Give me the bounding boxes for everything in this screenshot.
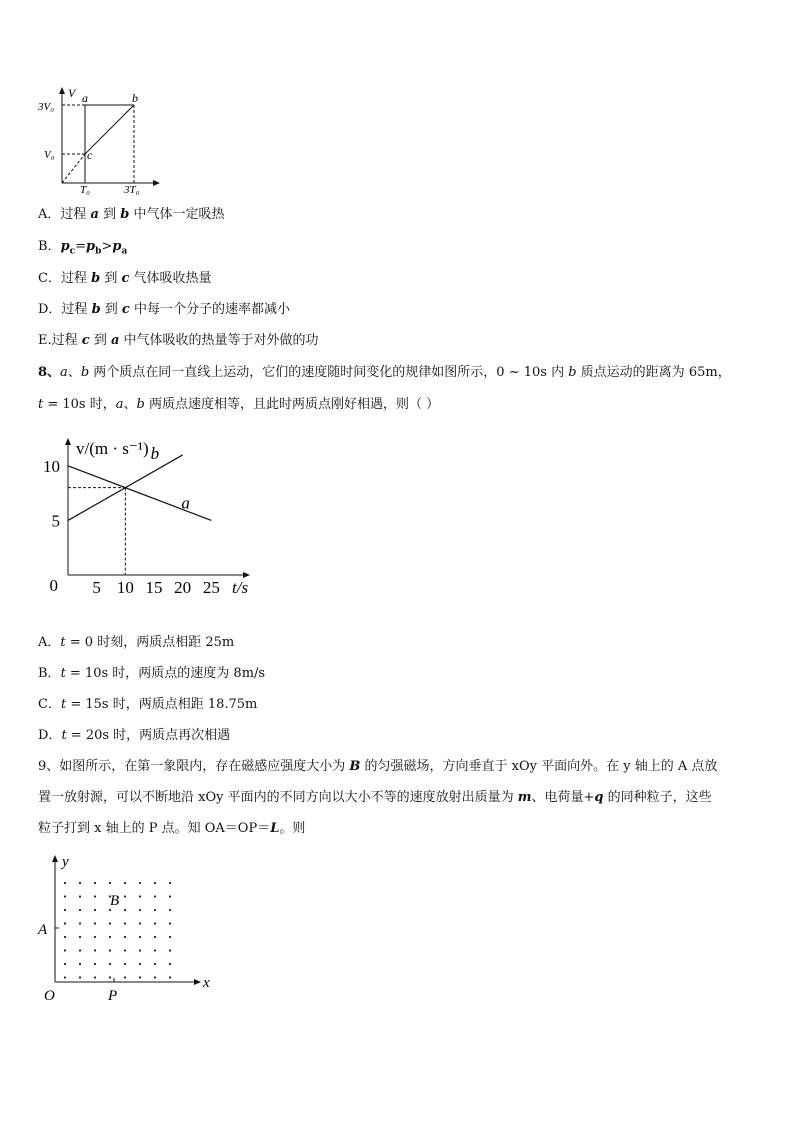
q8-l2-sep: 、 (123, 397, 137, 412)
q8-option-d[interactable] (38, 727, 230, 745)
q7-option-c[interactable] (38, 270, 212, 288)
q7-c-prefix: C．过程 (38, 271, 92, 286)
magnetic-field-figure (30, 850, 230, 1010)
field-dot (79, 895, 81, 897)
q8-var-a: a (60, 365, 68, 380)
q8-text3: 质点运动的距离为 (576, 365, 689, 380)
q8-stem-line2 (38, 396, 439, 414)
field-dot (154, 922, 156, 924)
q8-option-c[interactable] (38, 696, 257, 714)
q7-a-var2: b (120, 207, 130, 222)
q9-l3-l: L (270, 821, 280, 836)
y-axis-label: V (68, 86, 76, 100)
field-dot (64, 976, 66, 978)
q9-l3-text1: 粒子打到 x 轴上的 P 点。知 OA＝OP＝ (38, 821, 271, 836)
q8-d-eq: = 20s (66, 728, 110, 743)
q9-l2-text2: 、电荷量+ (531, 790, 595, 805)
field-dot (169, 909, 171, 911)
x-tick-15: 15 (145, 578, 163, 597)
x-axis-label: x (203, 975, 210, 991)
field-dot (154, 909, 156, 911)
q8-c-eq: = 15s (66, 697, 109, 712)
q8-text4: ， (717, 365, 731, 380)
q7-c-mid: 到 (100, 271, 122, 286)
q9-stem-line2 (38, 789, 712, 807)
q8-d-text: 时，两质点再次相遇 (109, 728, 231, 743)
field-dot (169, 963, 171, 965)
field-dot (139, 882, 141, 884)
q8-b-eq: = 10s (65, 666, 109, 681)
q7-e-prefix: E.过程 (38, 333, 82, 348)
field-dot (94, 922, 96, 924)
q7-d-prefix: D．过程 (38, 302, 92, 317)
q9-l1-text1: 9、如图所示，在第一象限内，存在磁感应强度大小为 (38, 759, 350, 774)
q7-b-pa-sub: a (121, 246, 128, 257)
q9-stem-line1 (38, 758, 717, 776)
q8-number: 8、 (38, 365, 61, 380)
x-tick-25: 25 (202, 578, 220, 597)
q7-option-b[interactable] (38, 238, 127, 261)
q8-d-prefix: D． (38, 728, 62, 743)
field-dot (169, 882, 171, 884)
field-dot (79, 976, 81, 978)
y-tick-5: 5 (51, 511, 60, 531)
q8-var-b: b (80, 365, 90, 380)
q8-c-prefix: C． (38, 697, 61, 712)
x-tick-10: 10 (116, 578, 134, 597)
q8-stem-line1 (38, 364, 731, 382)
q7-b-eq: = (75, 239, 87, 254)
q8-b-t: t (60, 666, 66, 681)
q7-a-text: 中气体一定吸热 (129, 207, 225, 222)
y-tick-v0: V₀ (44, 149, 55, 161)
field-dot (109, 949, 111, 951)
field-dot (139, 936, 141, 938)
field-dot (79, 936, 81, 938)
x-tick-t0: T₀ (80, 184, 90, 195)
q7-b-pb-sub: b (95, 246, 102, 257)
field-dot (139, 949, 141, 951)
q9-l2-text1: 置一放射源，可以不断地沿 xOy 平面内的不同方向以大小不等的速度放射出质量为 (38, 790, 518, 805)
field-dot (139, 963, 141, 965)
field-dot (64, 909, 66, 911)
x-tick-5: 5 (92, 578, 101, 597)
y-tick-10: 10 (43, 456, 60, 476)
field-dot (124, 963, 126, 965)
field-dot (124, 936, 126, 938)
field-dot (154, 949, 156, 951)
q8-eq: = 10s (43, 397, 86, 412)
point-a-label: A (38, 922, 48, 938)
q8-sep: 、 (67, 365, 81, 380)
series-label-a: a (181, 493, 190, 513)
q8-a-prefix: A． (38, 635, 61, 650)
q9-l2-q: q (594, 790, 604, 805)
field-dot (94, 949, 96, 951)
q7-c-var2: c (121, 271, 130, 286)
q8-l2-text2: 两质点速度相等，且此时两质点刚好相遇，则（ ） (144, 397, 440, 412)
field-dot (169, 949, 171, 951)
field-dot (109, 922, 111, 924)
field-dot (154, 936, 156, 938)
y-axis-label: v/(m · s⁻¹) (76, 439, 149, 458)
field-dot (109, 882, 111, 884)
field-dot (139, 922, 141, 924)
q9-l1-text2: 的匀强磁场，方向垂直于 xOy 平面向外。在 y 轴上的 A 点放 (360, 759, 718, 774)
q7-e-var2: a (110, 333, 120, 348)
field-dot (79, 963, 81, 965)
q8-var-b2: b (568, 365, 577, 380)
q7-b-pb: p (86, 239, 96, 254)
origin-label: O (44, 988, 55, 1004)
q9-l3-text2: 。则 (279, 821, 306, 836)
field-dot (124, 882, 126, 884)
q8-c-t: t (60, 697, 67, 712)
q8-t: t (38, 397, 44, 412)
q7-a-var1: a (90, 207, 99, 222)
field-dot (79, 922, 81, 924)
velocity-time-chart (40, 430, 270, 605)
series-label-b: b (150, 443, 160, 463)
q7-a-mid: 到 (98, 207, 121, 222)
q8-a-eq: = 0 (65, 635, 94, 650)
q7-b-prefix: B． (38, 239, 61, 254)
field-dot (94, 936, 96, 938)
q8-l2-var-a: a (115, 397, 124, 412)
q8-text2: 内 (546, 365, 569, 380)
q8-option-b[interactable] (38, 665, 265, 683)
q7-option-e[interactable] (38, 332, 319, 350)
q8-b-prefix: B． (38, 666, 61, 681)
q8-a-text: 时刻，两质点相距 25m (93, 635, 235, 650)
y-axis-arrow (65, 438, 71, 445)
field-dot (154, 895, 156, 897)
field-dot (64, 963, 66, 965)
q7-option-a[interactable] (38, 206, 224, 224)
field-dot (154, 976, 156, 978)
field-dot (124, 909, 126, 911)
field-dot (109, 963, 111, 965)
field-dot (94, 895, 96, 897)
q7-b-pc-sub: c (69, 246, 76, 257)
x-axis-label: t/s (232, 578, 249, 597)
field-dot (169, 895, 171, 897)
field-dot (94, 976, 96, 978)
field-b-label: B (110, 893, 120, 909)
field-dot (64, 882, 66, 884)
q7-d-text: 中每一个分子的速率都减小 (129, 302, 290, 317)
field-dot (79, 882, 81, 884)
point-p-label: P (108, 988, 118, 1004)
field-dot (124, 949, 126, 951)
field-dot (94, 963, 96, 965)
q8-a-t: t (60, 635, 66, 650)
y-axis-label: y (62, 854, 69, 870)
field-dot (169, 976, 171, 978)
q9-l1-b: B (349, 759, 361, 774)
field-dot (64, 895, 66, 897)
q8-c-text: 时，两质点相距 18.75m (108, 697, 258, 712)
q7-e-mid: 到 (89, 333, 111, 348)
q8-b-text: 时，两质点的速度为 8m/s (108, 666, 266, 681)
field-dot (64, 949, 66, 951)
q8-l2-text1: 时， (85, 397, 116, 412)
field-dot (154, 882, 156, 884)
q7-e-var1: c (81, 333, 90, 348)
q7-d-var2: c (121, 302, 130, 317)
field-dot (94, 909, 96, 911)
q7-a-prefix: A．过程 (38, 207, 91, 222)
field-dot (124, 976, 126, 978)
q7-c-text: 气体吸收热量 (129, 271, 212, 286)
q8-l2-var-b: b (136, 397, 145, 412)
field-dot (124, 922, 126, 924)
q8-d-t: t (61, 728, 67, 743)
q7-option-d[interactable] (38, 301, 290, 319)
field-dot (64, 922, 66, 924)
vt-graph-q7 (30, 85, 170, 195)
q9-l2-m: m (517, 790, 532, 805)
y-tick-3v0: 3V₀ (38, 101, 55, 113)
field-dot (109, 909, 111, 911)
q8-option-a[interactable] (38, 634, 234, 652)
q7-c-var1: b (91, 271, 101, 286)
q8-range: 0 ~ 10s (496, 365, 547, 380)
field-dot (94, 882, 96, 884)
field-dot (109, 976, 111, 978)
field-dot (79, 949, 81, 951)
point-b-label: b (132, 91, 138, 105)
field-dot (169, 936, 171, 938)
q8-text1: 两个质点在同一直线上运动，它们的速度随时间变化的规律如图所示， (89, 365, 497, 380)
q7-b-gt: > (101, 239, 113, 254)
field-dot (139, 976, 141, 978)
q7-b-pa: p (112, 239, 122, 254)
origin-label: 0 (49, 576, 58, 595)
x-tick-3t0: 3T₀ (124, 184, 140, 195)
q9-stem-line3 (38, 820, 305, 838)
x-tick-20: 20 (174, 578, 192, 597)
point-a-label: a (82, 91, 88, 105)
field-dot (109, 936, 111, 938)
field-dot (154, 963, 156, 965)
field-dot (169, 922, 171, 924)
field-dot (64, 936, 66, 938)
q7-d-mid: 到 (100, 302, 122, 317)
q9-l2-text3: 的同种粒子，这些 (603, 790, 712, 805)
q7-d-var1: b (91, 302, 101, 317)
q7-b-pc: p (60, 239, 70, 254)
field-dot (139, 909, 141, 911)
point-c-label: c (87, 148, 93, 162)
q8-distance: 65m (688, 365, 718, 380)
field-dot (139, 895, 141, 897)
field-dot (79, 909, 81, 911)
q7-e-text: 中气体吸收的热量等于对外做的功 (119, 333, 319, 348)
field-dot (124, 895, 126, 897)
